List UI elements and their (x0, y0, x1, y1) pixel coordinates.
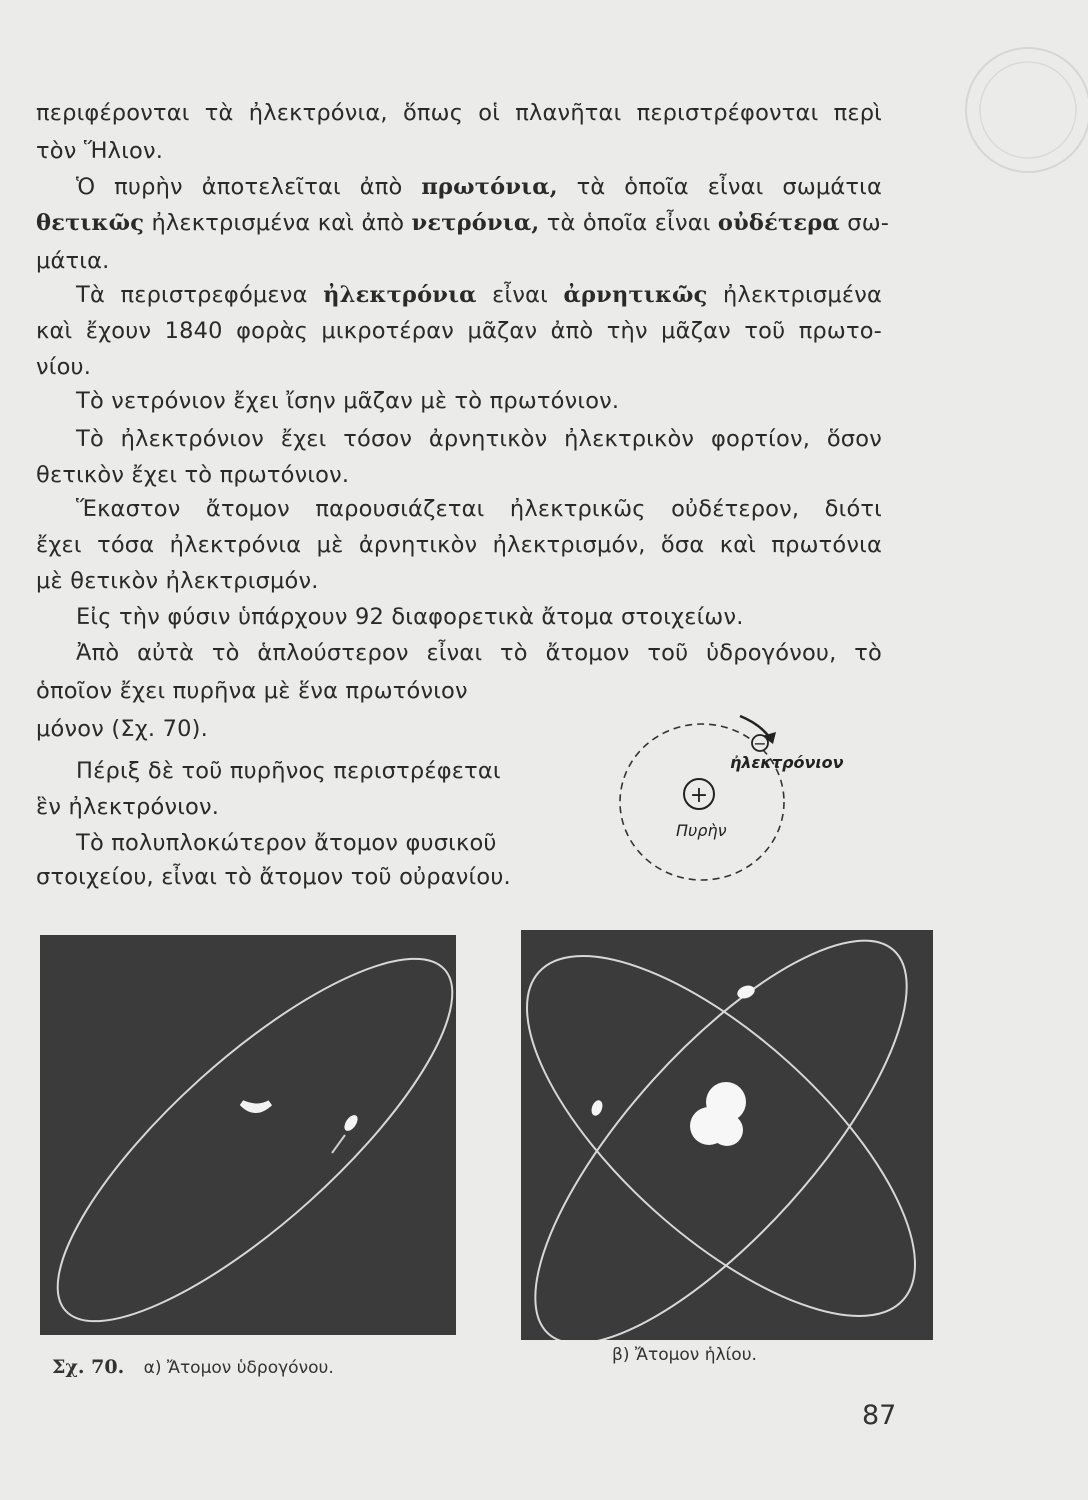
text-line: στοιχείου, εἶναι τὸ ἄτομον τοῦ οὐρανίου. (36, 864, 511, 890)
text-line (76, 280, 882, 310)
text-line: Τὸ πολυπλοκώτερον ἄτομον φυσικοῦ (76, 830, 497, 856)
electron-label: ἠλεκτρόνιον (730, 753, 844, 772)
term-neutrons: νετρόνια, (411, 210, 540, 236)
text-run: εἶναι (476, 282, 564, 308)
text-line: Πέριξ δὲ τοῦ πυρῆνος περιστρέφεται (76, 758, 501, 784)
text-line: Ἕκαστον ἄτομον παρουσιάζεται ἠλεκτρικῶς οὐδέτερον, διότι (76, 496, 882, 522)
nucleus-sign: + (689, 783, 709, 808)
term-negatively: ἀρνητικῶς (563, 282, 708, 308)
helium-nucleus-core-icon (711, 1114, 743, 1146)
text-line: καὶ ἔχουν 1840 φορὰς μικροτέραν μᾶζαν ἀπὸ τὴν μᾶζαν τοῦ πρωτο- (36, 318, 882, 344)
helium-orbit-figure (521, 930, 933, 1340)
text-run: Τὰ περιστρεφόμενα (76, 282, 324, 308)
text-line: ἓν ἠλεκτρόνιον. (36, 794, 220, 820)
text-line (36, 208, 890, 238)
text-run: ἠλεκτρισμένα καὶ ἀπὸ (144, 210, 412, 236)
text-line: ἔχει τόσα ἠλεκτρόνια μὲ ἀρνητικὸν ἠλεκτρισμόν, ὅσα καὶ πρωτόνια (36, 532, 882, 558)
page-number: 87 (862, 1400, 897, 1431)
text-line: περιφέρονται τὰ ἠλεκτρόνια, ὅπως οἱ πλανῆται περιστρέφονται περὶ (36, 100, 882, 126)
term-electrons: ἠλεκτρόνια (323, 282, 477, 308)
hydrogen-atom-photo (40, 935, 456, 1335)
text-line: νίου. (36, 354, 92, 380)
text-line: θετικὸν ἔχει τὸ πρωτόνιον. (36, 462, 350, 488)
figure-number: Σχ. 70. (52, 1356, 125, 1378)
text-line: τὸν Ἥλιον. (36, 138, 164, 164)
text-run: τὰ ὁποῖα εἶναι σωμάτια (557, 174, 882, 200)
text-run: ἠλεκτρισμένα (707, 282, 882, 308)
figure-caption-a (52, 1356, 334, 1379)
text-line: Τὸ νετρόνιον ἔχει ἴσην μᾶζαν μὲ τὸ πρωτόνιον. (76, 388, 620, 414)
hydrogen-nucleus-icon (242, 1103, 270, 1110)
term-positively: θετικῶς (36, 210, 145, 236)
hydrogen-orbit-figure (40, 935, 456, 1335)
text-line (76, 172, 882, 202)
electron-sign: − (753, 734, 767, 753)
term-protons: πρωτόνια, (421, 174, 558, 200)
figure-caption-b (612, 1344, 757, 1366)
text-line: μάτια. (36, 248, 110, 274)
text-line: ὁποῖον ἔχει πυρῆνα μὲ ἕνα πρωτόνιον (36, 678, 468, 704)
caption-hydrogen: α) Ἄτομον ὑδρογόνου. (143, 1358, 334, 1378)
nucleus-label: Πυρὴν (676, 821, 727, 840)
text-line: μόνον (Σχ. 70). (36, 716, 208, 742)
text-run: σω- (839, 210, 890, 236)
bleed-through-seal (878, 40, 1088, 200)
caption-helium: β) Ἄτομον ἡλίου. (612, 1345, 757, 1365)
hydrogen-atom-diagram (590, 702, 850, 892)
text-run: Ὁ πυρὴν ἀποτελεῖται ἀπὸ (76, 174, 422, 200)
text-line: Εἰς τὴν φύσιν ὑπάρχουν 92 διαφορετικὰ ἄτομα στοιχείων. (76, 604, 744, 630)
text-line: μὲ θετικὸν ἠλεκτρισμόν. (36, 568, 319, 594)
text-line: Τὸ ἠλεκτρόνιον ἔχει τόσον ἀρνητικὸν ἠλεκτρικὸν φορτίον, ὅσον (76, 426, 882, 452)
text-run: τὰ ὁποῖα εἶναι (539, 210, 718, 236)
helium-atom-photo (521, 930, 933, 1340)
text-line: Ἀπὸ αὐτὰ τὸ ἁπλούστερον εἶναι τὸ ἄτομον τοῦ ὑδρογόνου, τὸ (76, 640, 882, 666)
term-neutral: οὐδέτερα (717, 210, 840, 236)
